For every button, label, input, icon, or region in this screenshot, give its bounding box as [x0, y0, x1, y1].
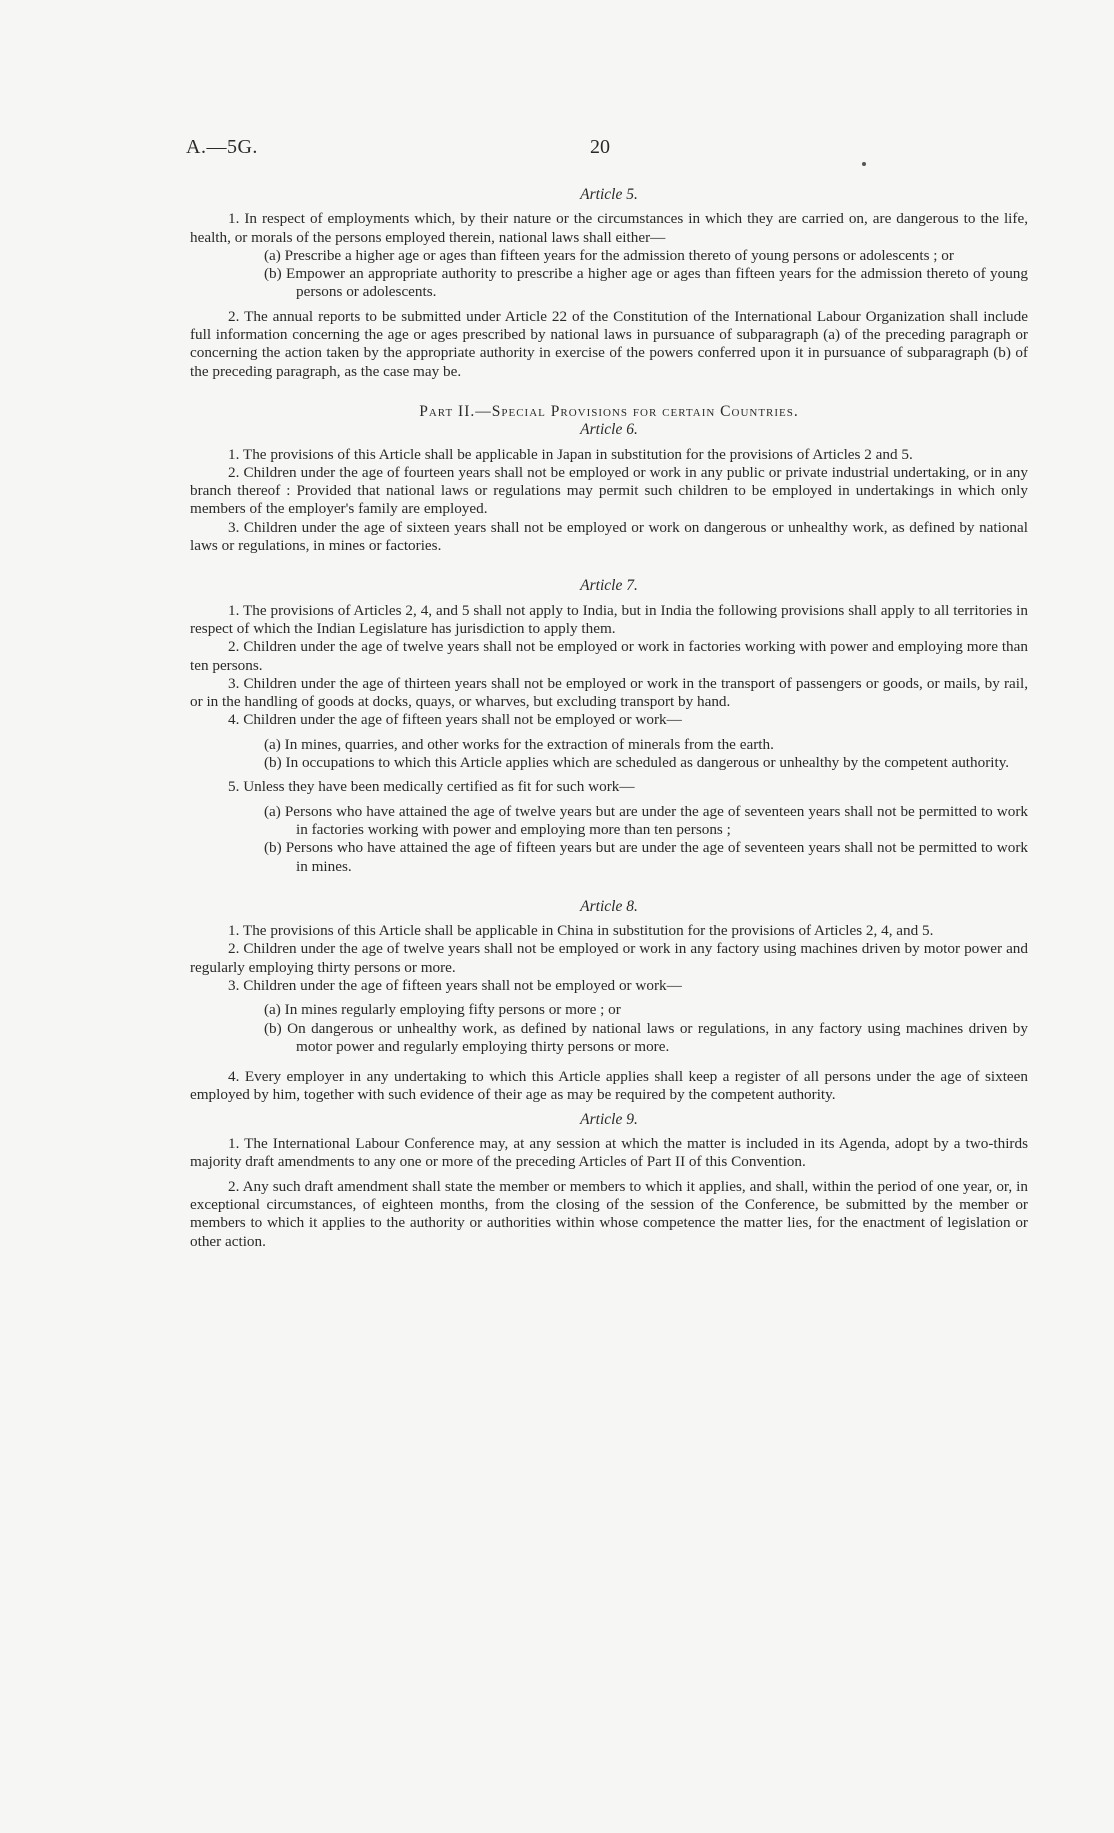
article-8-para-2: 2. Children under the age of twelve years shall not be employed or work in any factory using machines driven by motor power and regularly employing thirty persons or more.: [190, 940, 1028, 976]
article-8-para-3: 3. Children under the age of fifteen years shall not be employed or work—: [228, 976, 682, 994]
article-7-heading: Article 7.: [580, 577, 638, 595]
article-9-heading: Article 9.: [580, 1110, 638, 1128]
document-reference: A.—5G.: [186, 136, 258, 158]
article-7-para-5: 5. Unless they have been medically certified as fit for such work—: [228, 778, 635, 796]
article-7-para-2: 2. Children under the age of twelve years shall not be employed or work in factories working with power and employing more than ten persons.: [190, 638, 1028, 674]
article-8-para-1: 1. The provisions of this Article shall be applicable in China in substitution for the provisions of Articles 2, 4, and 5.: [228, 922, 934, 940]
article-5-para-1-a: (a) Prescribe a higher age or ages than fifteen years for the admission thereto of young persons or adolescents ; or: [264, 246, 954, 264]
article-9-para-1: 1. The International Labour Conference may, at any session at which the matter is included in its Agenda, adopt by a two-thirds majority draft amendments to any one or more of the preceding Articles of Part II of this Convention.: [190, 1135, 1028, 1171]
page-number: 20: [590, 136, 610, 158]
article-7-para-5-a: (a) Persons who have attained the age of twelve years but are under the age of seventeen years shall not be permitted to work in factories working with power and employing more than ten persons ;: [264, 802, 1028, 838]
article-9-para-2: 2. Any such draft amendment shall state the member or members to which it applies, and shall, within the period of one year, or, in exceptional circumstances, of eighteen months, from the closing of the session of the Conference, be submitted by the member or members to which it applies to the authority or authorities within whose competence the matter lies, for the enactment of legislation or other action.: [190, 1177, 1028, 1250]
document-body: [190, 186, 1028, 1251]
article-8-para-3-b: (b) On dangerous or unhealthy work, as defined by national laws or regulations, in any factory using machines driven by motor power and regularly employing thirty persons or more.: [264, 1019, 1028, 1055]
article-7-para-1: 1. The provisions of Articles 2, 4, and 5 shall not apply to India, but in India the following provisions shall apply to all territories in respect of which the Indian Legislature has jurisdiction to apply them.: [190, 601, 1028, 637]
article-7-para-4-a: (a) In mines, quarries, and other works for the extraction of minerals from the earth.: [264, 735, 774, 753]
article-6-para-3: 3. Children under the age of sixteen years shall not be employed or work on dangerous or unhealthy work, as defined by national laws or regulations, in mines or factories.: [190, 518, 1028, 555]
article-5-para-1-b: (b) Empower an appropriate authority to prescribe a higher age or ages than fifteen years for the admission thereto of young persons or adolescents.: [264, 265, 1028, 301]
article-5-para-1: 1. In respect of employments which, by their nature or the circumstances in which they are carried on, are dangerous to the life, health, or morals of the persons employed therein, national laws shall either—: [190, 210, 1028, 246]
article-8-para-4: 4. Every employer in any undertaking to which this Article applies shall keep a register of all persons under the age of sixteen employed by him, together with such evidence of their age as may be required by the competent authority.: [190, 1068, 1028, 1104]
article-6-heading: Article 6.: [580, 421, 638, 439]
article-5-para-2: 2. The annual reports to be submitted under Article 22 of the Constitution of the International Labour Organization shall include full information concerning the age or ages prescribed by national laws in pursuance of subparagraph (a) of the preceding paragraph or concerning the action taken by the appropriate authority in exercise of the powers conferred upon it in pursuance of subparagraph (b) of the preceding paragraph, as the case may be.: [190, 307, 1028, 380]
article-6-para-2: 2. Children under the age of fourteen years shall not be employed or work in any public or private industrial undertaking, or in any branch thereof : Provided that national laws or regulations may permit such children to be employed in undertakings in which only members of the employer's family are employed.: [190, 463, 1028, 518]
speck-mark: [862, 162, 866, 166]
part-2-heading: Part II.—Special Provisions for certain Countries.: [419, 402, 799, 420]
article-7-para-3: 3. Children under the age of thirteen years shall not be employed or work in the transport of passengers or goods, or mails, by rail, or in the handling of goods at docks, quays, or wharves, but excluding transport by hand.: [190, 674, 1028, 711]
article-8-para-3-a: (a) In mines regularly employing fifty persons or more ; or: [264, 1001, 621, 1019]
article-6-para-1: 1. The provisions of this Article shall be applicable in Japan in substitution for the provisions of Articles 2 and 5.: [228, 445, 913, 463]
article-5-heading: Article 5.: [580, 186, 638, 203]
article-8-heading: Article 8.: [580, 897, 638, 915]
article-7-para-4: 4. Children under the age of fifteen years shall not be employed or work—: [228, 711, 682, 729]
article-7-para-4-b: (b) In occupations to which this Article applies which are scheduled as dangerous or unhealthy by the competent authority.: [264, 754, 1010, 772]
article-7-para-5-b: (b) Persons who have attained the age of fifteen years but are under the age of seventeen years shall not be permitted to work in mines.: [264, 839, 1028, 875]
